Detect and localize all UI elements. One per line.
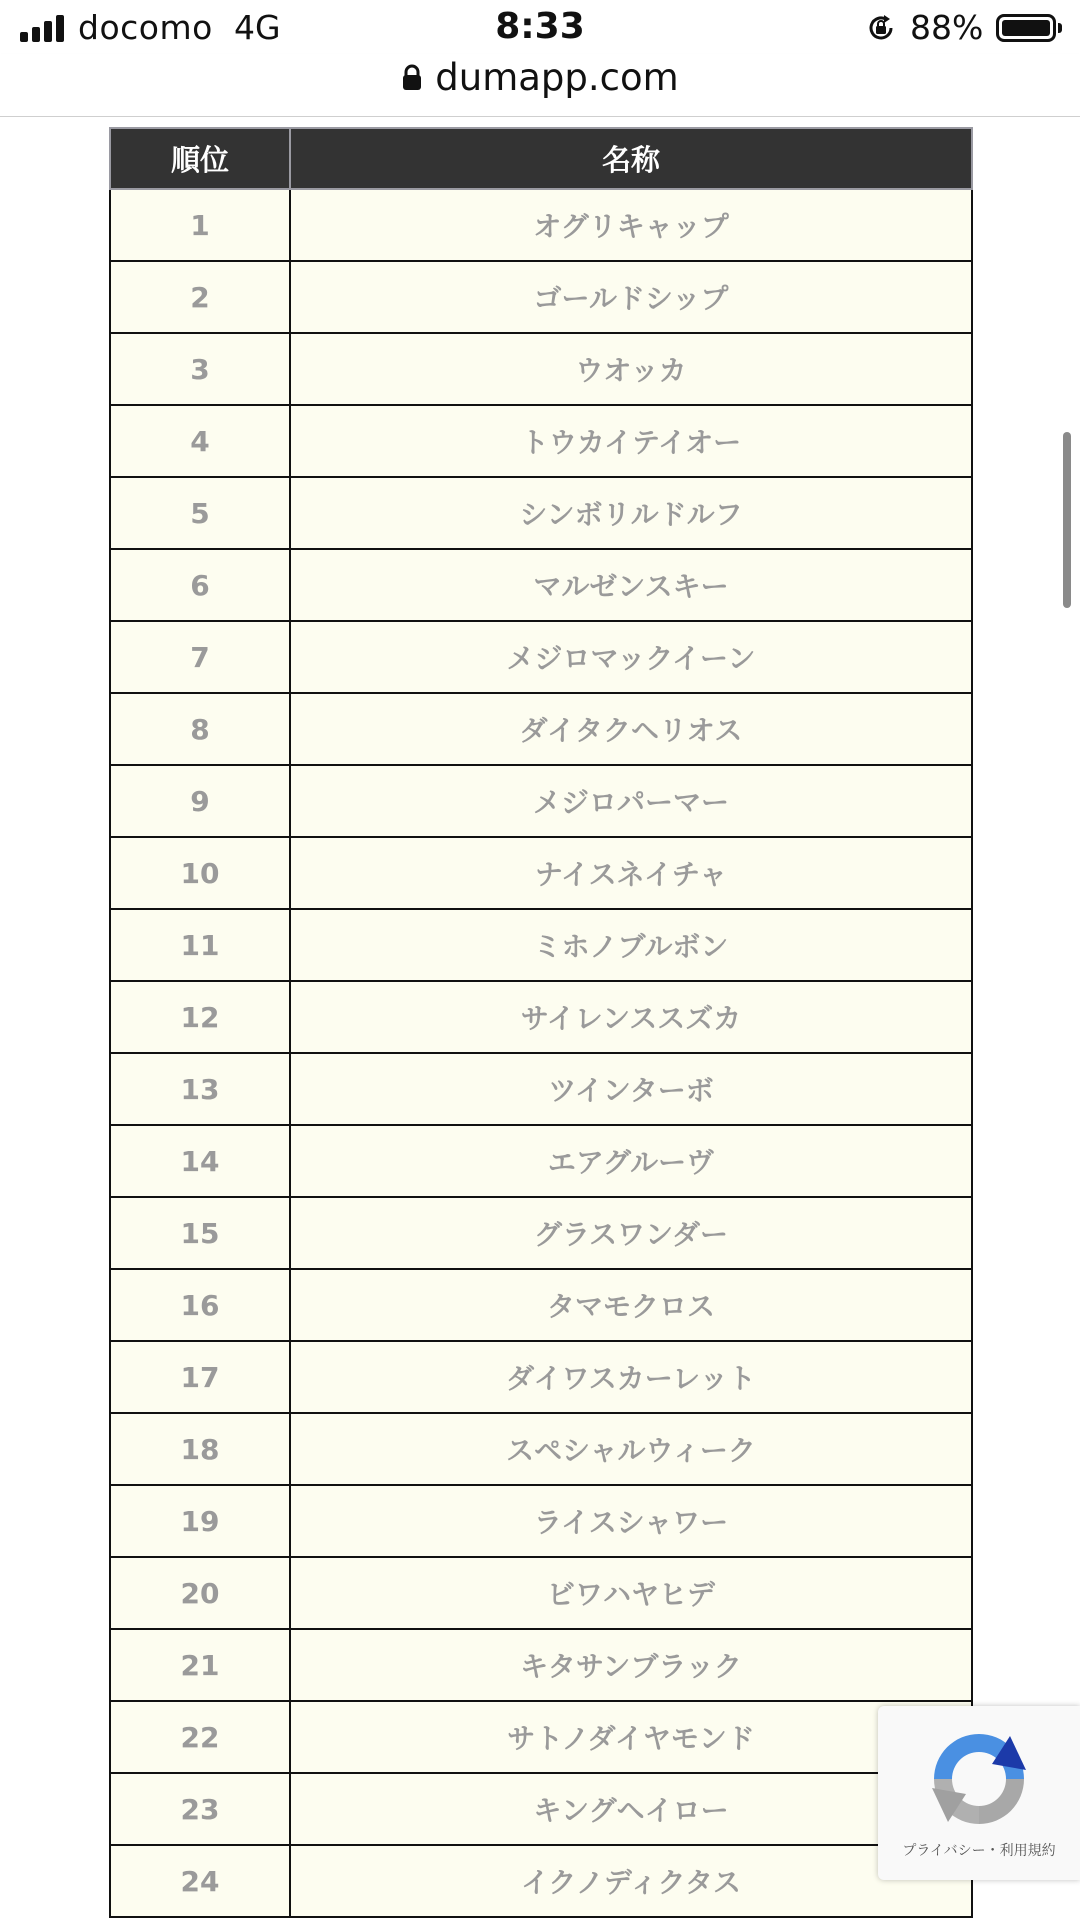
table-row — [110, 765, 972, 837]
name-cell: マルゼンスキー — [290, 549, 972, 621]
rank-cell: 1 — [110, 189, 290, 261]
rank-cell: 15 — [110, 1197, 290, 1269]
rank-cell: 7 — [110, 621, 290, 693]
rank-cell: 13 — [110, 1053, 290, 1125]
table-row — [110, 1557, 972, 1629]
rank-cell: 6 — [110, 549, 290, 621]
table-body — [110, 189, 972, 1917]
network-type: 4G — [234, 8, 281, 47]
name-cell: エアグルーヴ — [290, 1125, 972, 1197]
name-cell: キタサンブラック — [290, 1629, 972, 1701]
name-cell: ダイワスカーレット — [290, 1341, 972, 1413]
table-row — [110, 1701, 972, 1773]
name-cell: ミホノブルボン — [290, 909, 972, 981]
name-cell: ウオッカ — [290, 333, 972, 405]
rank-cell: 9 — [110, 765, 290, 837]
page-content — [0, 117, 1080, 1920]
table-row — [110, 1845, 972, 1917]
address-bar[interactable] — [0, 54, 1080, 117]
url-text: dumapp.com — [435, 56, 679, 99]
name-cell: キングヘイロー — [290, 1773, 972, 1845]
name-cell: サイレンススズカ — [290, 981, 972, 1053]
table-row — [110, 333, 972, 405]
name-cell: トウカイテイオー — [290, 405, 972, 477]
battery-percentage: 88% — [910, 8, 984, 47]
name-cell: グラスワンダー — [290, 1197, 972, 1269]
table-row — [110, 477, 972, 549]
rank-cell: 22 — [110, 1701, 290, 1773]
table-header-row — [110, 128, 972, 189]
table-row — [110, 1269, 972, 1341]
rank-cell: 16 — [110, 1269, 290, 1341]
table-row — [110, 909, 972, 981]
table-row — [110, 405, 972, 477]
table-row — [110, 981, 972, 1053]
table-row — [110, 621, 972, 693]
name-cell: シンボリルドルフ — [290, 477, 972, 549]
table-row — [110, 1197, 972, 1269]
table-row — [110, 1629, 972, 1701]
rank-cell: 3 — [110, 333, 290, 405]
rank-cell: 19 — [110, 1485, 290, 1557]
name-cell: イクノディクタス — [290, 1845, 972, 1917]
scrollbar-thumb[interactable] — [1063, 432, 1071, 608]
table-row — [110, 549, 972, 621]
recaptcha-badge[interactable] — [878, 1706, 1080, 1880]
table-row — [110, 837, 972, 909]
table-row — [110, 189, 972, 261]
name-cell: ツインターボ — [290, 1053, 972, 1125]
status-bar — [0, 0, 1080, 54]
name-cell: メジロパーマー — [290, 765, 972, 837]
status-time: 8:33 — [495, 6, 585, 47]
rank-cell: 12 — [110, 981, 290, 1053]
rank-cell: 21 — [110, 1629, 290, 1701]
battery-fill — [1002, 20, 1050, 36]
name-cell: オグリキャップ — [290, 189, 972, 261]
rank-cell: 18 — [110, 1413, 290, 1485]
table-row — [110, 1341, 972, 1413]
recaptcha-privacy-terms-link[interactable]: プライバシー・利用規約 — [902, 1843, 1056, 1859]
name-cell: ダイタクヘリオス — [290, 693, 972, 765]
rank-cell: 17 — [110, 1341, 290, 1413]
table-row — [110, 1485, 972, 1557]
table-row — [110, 1773, 972, 1845]
name-cell: メジロマックイーン — [290, 621, 972, 693]
carrier-name: docomo — [78, 8, 213, 47]
name-cell: タマモクロス — [290, 1269, 972, 1341]
lock-icon — [401, 64, 423, 92]
rank-cell: 14 — [110, 1125, 290, 1197]
battery-icon — [996, 14, 1056, 42]
rank-cell: 8 — [110, 693, 290, 765]
recaptcha-icon — [926, 1726, 1032, 1832]
table-row — [110, 693, 972, 765]
rank-cell: 20 — [110, 1557, 290, 1629]
rank-cell: 23 — [110, 1773, 290, 1845]
table-row — [110, 261, 972, 333]
header-rank: 順位 — [110, 128, 290, 189]
rank-cell: 10 — [110, 837, 290, 909]
ranking-table — [109, 127, 973, 1918]
rank-cell: 24 — [110, 1845, 290, 1917]
table-row — [110, 1125, 972, 1197]
table-row — [110, 1413, 972, 1485]
rank-cell: 11 — [110, 909, 290, 981]
rotation-lock-icon — [866, 13, 896, 43]
name-cell: サトノダイヤモンド — [290, 1701, 972, 1773]
name-cell: ビワハヤヒデ — [290, 1557, 972, 1629]
name-cell: ライスシャワー — [290, 1485, 972, 1557]
header-name: 名称 — [290, 128, 972, 189]
name-cell: ゴールドシップ — [290, 261, 972, 333]
rank-cell: 5 — [110, 477, 290, 549]
rank-cell: 4 — [110, 405, 290, 477]
rank-cell: 2 — [110, 261, 290, 333]
table-row — [110, 1053, 972, 1125]
name-cell: スペシャルウィーク — [290, 1413, 972, 1485]
name-cell: ナイスネイチャ — [290, 837, 972, 909]
